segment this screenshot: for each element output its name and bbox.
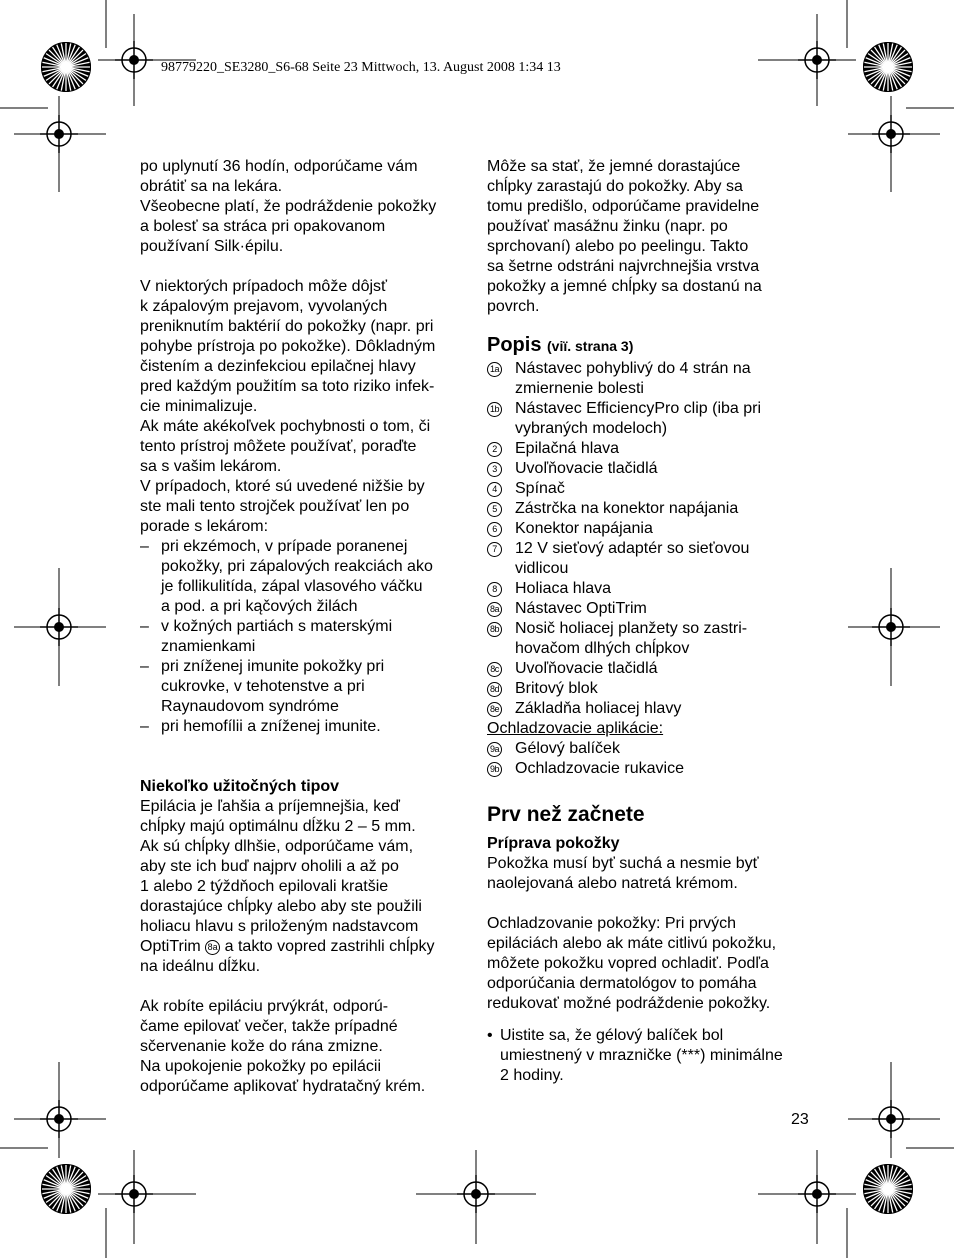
item-number-wrap (487, 599, 515, 619)
list-item (487, 499, 817, 519)
line: pri hemofílii a zníženej imunite. (161, 718, 381, 735)
priprava-heading: Príprava pokožky (487, 835, 620, 852)
dash-marker: – (140, 658, 149, 675)
line: odporúčame aplikovať hydratačný krém. (140, 1078, 426, 1095)
list-item (487, 459, 817, 479)
item-number: 9b (487, 762, 502, 777)
item-number-wrap (487, 359, 515, 399)
item-number-wrap (487, 459, 515, 479)
list-item (487, 659, 817, 679)
line: a bolesť sa stráca pri opakovanom (140, 218, 386, 235)
line: pred každým použitím sa toto riziko infek- (140, 378, 435, 395)
line: znamienkami (161, 638, 256, 655)
line: je follikulitída, zápal vlasového váčku (161, 578, 423, 595)
line: pokožky a jemné chĺpky sa dostanú na (487, 278, 762, 295)
line: sa šetrne odstráni najvrchnejšia vrstva (487, 258, 760, 275)
line: obrátiť sa na lekára. (140, 178, 283, 195)
line: Môže sa stať, že jemné dorastajúce (487, 158, 741, 175)
line: epiláciách alebo ak máte citlivú pokožku, (487, 935, 777, 952)
print-slug: 98779220_SE3280_S6-68 Seite 23 Mittwoch, 13. August 2008 1:34 13 (161, 60, 561, 75)
line: chĺpky majú optimálnu dĺžku 2 – 5 mm. (140, 818, 416, 835)
line: chĺpky zarastajú do pokožky. Aby sa (487, 178, 743, 195)
line: tomu predišlo, odporúčame pravidelne (487, 198, 760, 215)
list-item (487, 679, 817, 699)
item-number: 4 (487, 482, 502, 497)
item-number: 6 (487, 522, 502, 537)
line: Ak sú chĺpky dlhšie, odporúčame vám, (140, 838, 414, 855)
item-number-wrap (487, 519, 515, 539)
item-number-wrap (487, 699, 515, 719)
item-number: 9a (487, 742, 502, 757)
item-number-wrap (487, 539, 515, 579)
line: používaní Silk·épilu. (140, 238, 284, 255)
item-number-wrap (487, 679, 515, 699)
line-end: a takto vopred zastrihli chĺpky (220, 938, 435, 955)
item-number: 8 (487, 582, 502, 597)
item-text (515, 399, 761, 439)
paragraph (140, 277, 470, 537)
paragraph (487, 914, 817, 1014)
line: naolejovaná alebo natretá krémom. (487, 875, 738, 892)
line: môžete pokožku vopred ochladiť. Podľa (487, 955, 769, 972)
left-column (140, 157, 470, 1097)
dash-marker: – (140, 718, 149, 735)
list-item (487, 739, 817, 759)
line: Uvoľňovacie tlačidlá (515, 660, 658, 677)
tips-heading: Niekoľko užitočných tipov (140, 778, 340, 795)
popis-heading (487, 332, 817, 359)
page-number: 23 (791, 1111, 809, 1128)
item-text (515, 479, 565, 499)
item-text (515, 619, 747, 659)
item-number-wrap (487, 659, 515, 679)
line: 12 V sieťový adaptér so sieťovou (515, 540, 750, 557)
item-number: 8b (487, 622, 502, 637)
line: Na upokojenie pokožky po epilácii (140, 1058, 382, 1075)
prv-heading: Prv než začnete (487, 803, 645, 826)
dash-marker: – (140, 618, 149, 635)
item-number-wrap (487, 499, 515, 519)
item-number: 7 (487, 542, 502, 557)
ref-number: 8a (205, 940, 220, 955)
paragraph (140, 157, 470, 257)
line: Raynaudovom syndróme (161, 698, 339, 715)
item-number-wrap (487, 759, 515, 779)
line: používať masážnu žinku (napr. po (487, 218, 728, 235)
item-number-wrap (487, 439, 515, 459)
item-text (515, 359, 751, 399)
item-text (515, 599, 647, 619)
line: preniknutím baktérií do pokožky (napr. pri (140, 318, 434, 335)
list-item (487, 519, 817, 539)
heading-text: Popis (487, 334, 542, 356)
line: ste mali tento strojček používať len po (140, 498, 410, 515)
item-text (515, 499, 738, 519)
line: redukovať možné podráždenie pokožky. (487, 995, 771, 1012)
dash-item (140, 657, 470, 717)
item-number: 8a (487, 602, 502, 617)
line: Pokožka musí byť suchá a nesmie byť (487, 855, 759, 872)
item-text (515, 659, 658, 679)
line-start: OptiTrim (140, 938, 206, 955)
paragraph (487, 157, 817, 317)
cooling-list (487, 739, 817, 779)
line: hovačom dlhých chĺpkov (515, 640, 690, 657)
item-text (515, 519, 653, 539)
line: cie minimalizuje. (140, 398, 258, 415)
item-text (515, 679, 598, 699)
line: sčervenanie kože do rána zmizne. (140, 1038, 383, 1055)
line: Ak máte akékoľvek pochybnosti o tom, či (140, 418, 431, 435)
bullet-item (487, 1026, 817, 1086)
list-item (487, 579, 817, 599)
line: umiestnený v mrazničke (***) minimálne (500, 1047, 783, 1064)
line: Nástavec EfficiencyPro clip (iba pri (515, 400, 762, 417)
line: Ak robíte epiláciu prvýkrát, odporú- (140, 998, 389, 1015)
line: pokožky, pri zápalových reakciách ako (161, 558, 433, 575)
item-number: 2 (487, 442, 502, 457)
heading-sub: (viï. strana 3) (547, 338, 634, 354)
line: Konektor napájania (515, 520, 653, 537)
paragraph (140, 797, 470, 977)
parts-list (487, 359, 817, 719)
line: vidlicou (515, 560, 569, 577)
line: Britový blok (515, 680, 598, 697)
line: Gélový balíček (515, 740, 620, 757)
line: Ochladzovacie rukavice (515, 760, 684, 777)
line: aby ste ich buď najprv oholili a až po (140, 858, 399, 875)
line: Nástavec OptiTrim (515, 600, 647, 617)
line: Zástrčka na konektor napájania (515, 500, 739, 517)
line: v kožných partiách s materskými (161, 618, 393, 635)
item-number-wrap (487, 619, 515, 659)
line: pohybe prístroja po pokožke). Dôkladným (140, 338, 436, 355)
line: Holiaca hlava (515, 580, 612, 597)
line: vybraných modeloch) (515, 420, 668, 437)
list-item (487, 699, 817, 719)
line: k zápalovým prejavom, vyvolaných (140, 298, 388, 315)
line: povrch. (487, 298, 540, 315)
line: čame epilovať večer, takže prípadné (140, 1018, 398, 1035)
item-text (515, 759, 684, 779)
line: cukrovke, v tehotenstve a pri (161, 678, 365, 695)
line: Nástavec pohyblivý do 4 strán na (515, 360, 751, 377)
item-text (515, 579, 611, 599)
list-item (487, 599, 817, 619)
line: sprchovaní) alebo po peelingu. Takto (487, 238, 749, 255)
list-item (487, 539, 817, 579)
line: porade s lekárom: (140, 518, 269, 535)
item-number: 5 (487, 502, 502, 517)
line: V niektorých prípadoch môže dôjsť (140, 278, 388, 295)
line: pri ekzémoch, v prípade poranenej (161, 538, 408, 555)
line: Epilačná hlava (515, 440, 620, 457)
list-item (487, 759, 817, 779)
line: na ideálnu dĺžku. (140, 958, 261, 975)
item-number: 8c (487, 662, 502, 677)
line: tento prístroj môžete používať, poraďte (140, 438, 417, 455)
item-number-wrap (487, 739, 515, 759)
line: a pod. a pri kąčových žilách (161, 598, 358, 615)
line: dorastajúce chĺpky alebo aby ste použili (140, 898, 422, 915)
line: Všeobecne platí, že podráždenie pokožky (140, 198, 437, 215)
cooling-heading: Ochladzovacie aplikácie: (487, 720, 664, 737)
dash-item (140, 617, 470, 657)
dash-marker: – (140, 538, 149, 555)
line: Spínač (515, 480, 565, 497)
dash-item (140, 717, 470, 737)
line: čistením a dezinfekciou epilačnej hlavy (140, 358, 416, 375)
line: Nosič holiacej planžety so zastri- (515, 620, 748, 637)
line: zmiernenie bolesti (515, 380, 644, 397)
list-item (487, 479, 817, 499)
item-number-wrap (487, 579, 515, 599)
item-text (515, 459, 658, 479)
item-text (515, 539, 749, 579)
item-number: 8e (487, 702, 502, 717)
line: po uplynutí 36 hodín, odporúčame vám (140, 158, 418, 175)
line: Ochladzovanie pokožky: Pri prvých (487, 915, 736, 932)
line: Uistite sa, že gélový balíček bol (500, 1027, 724, 1044)
list-item (487, 439, 817, 459)
line: holiacu hlavu s priloženým nadstavcom (140, 918, 419, 935)
paragraph (140, 997, 470, 1097)
line: 1 alebo 2 týždňoch epilovali kratšie (140, 878, 389, 895)
line: V prípadoch, ktoré sú uvedené nižšie by (140, 478, 425, 495)
line: odporúčania dermatológov to pomáha (487, 975, 757, 992)
list-item (487, 359, 817, 399)
line: Základňa holiacej hlavy (515, 700, 682, 717)
item-number: 3 (487, 462, 502, 477)
line: 2 hodiny. (500, 1067, 564, 1084)
dash-item (140, 537, 470, 617)
right-column (487, 157, 817, 1086)
line: Epilácia je ľahšia a príjemnejšia, keď (140, 798, 400, 815)
item-text (515, 739, 620, 759)
item-number: 1a (487, 362, 502, 377)
list-item (487, 399, 817, 439)
list-item (487, 619, 817, 659)
item-text (515, 439, 619, 459)
bullet-marker: • (487, 1027, 493, 1044)
paragraph (487, 854, 817, 894)
line: sa s vašim lekárom. (140, 458, 282, 475)
item-number-wrap (487, 479, 515, 499)
item-number-wrap (487, 399, 515, 439)
item-number: 8d (487, 682, 502, 697)
line: Uvoľňovacie tlačidlá (515, 460, 658, 477)
line: pri zníženej imunite pokožky pri (161, 658, 385, 675)
item-number: 1b (487, 402, 502, 417)
item-text (515, 699, 681, 719)
